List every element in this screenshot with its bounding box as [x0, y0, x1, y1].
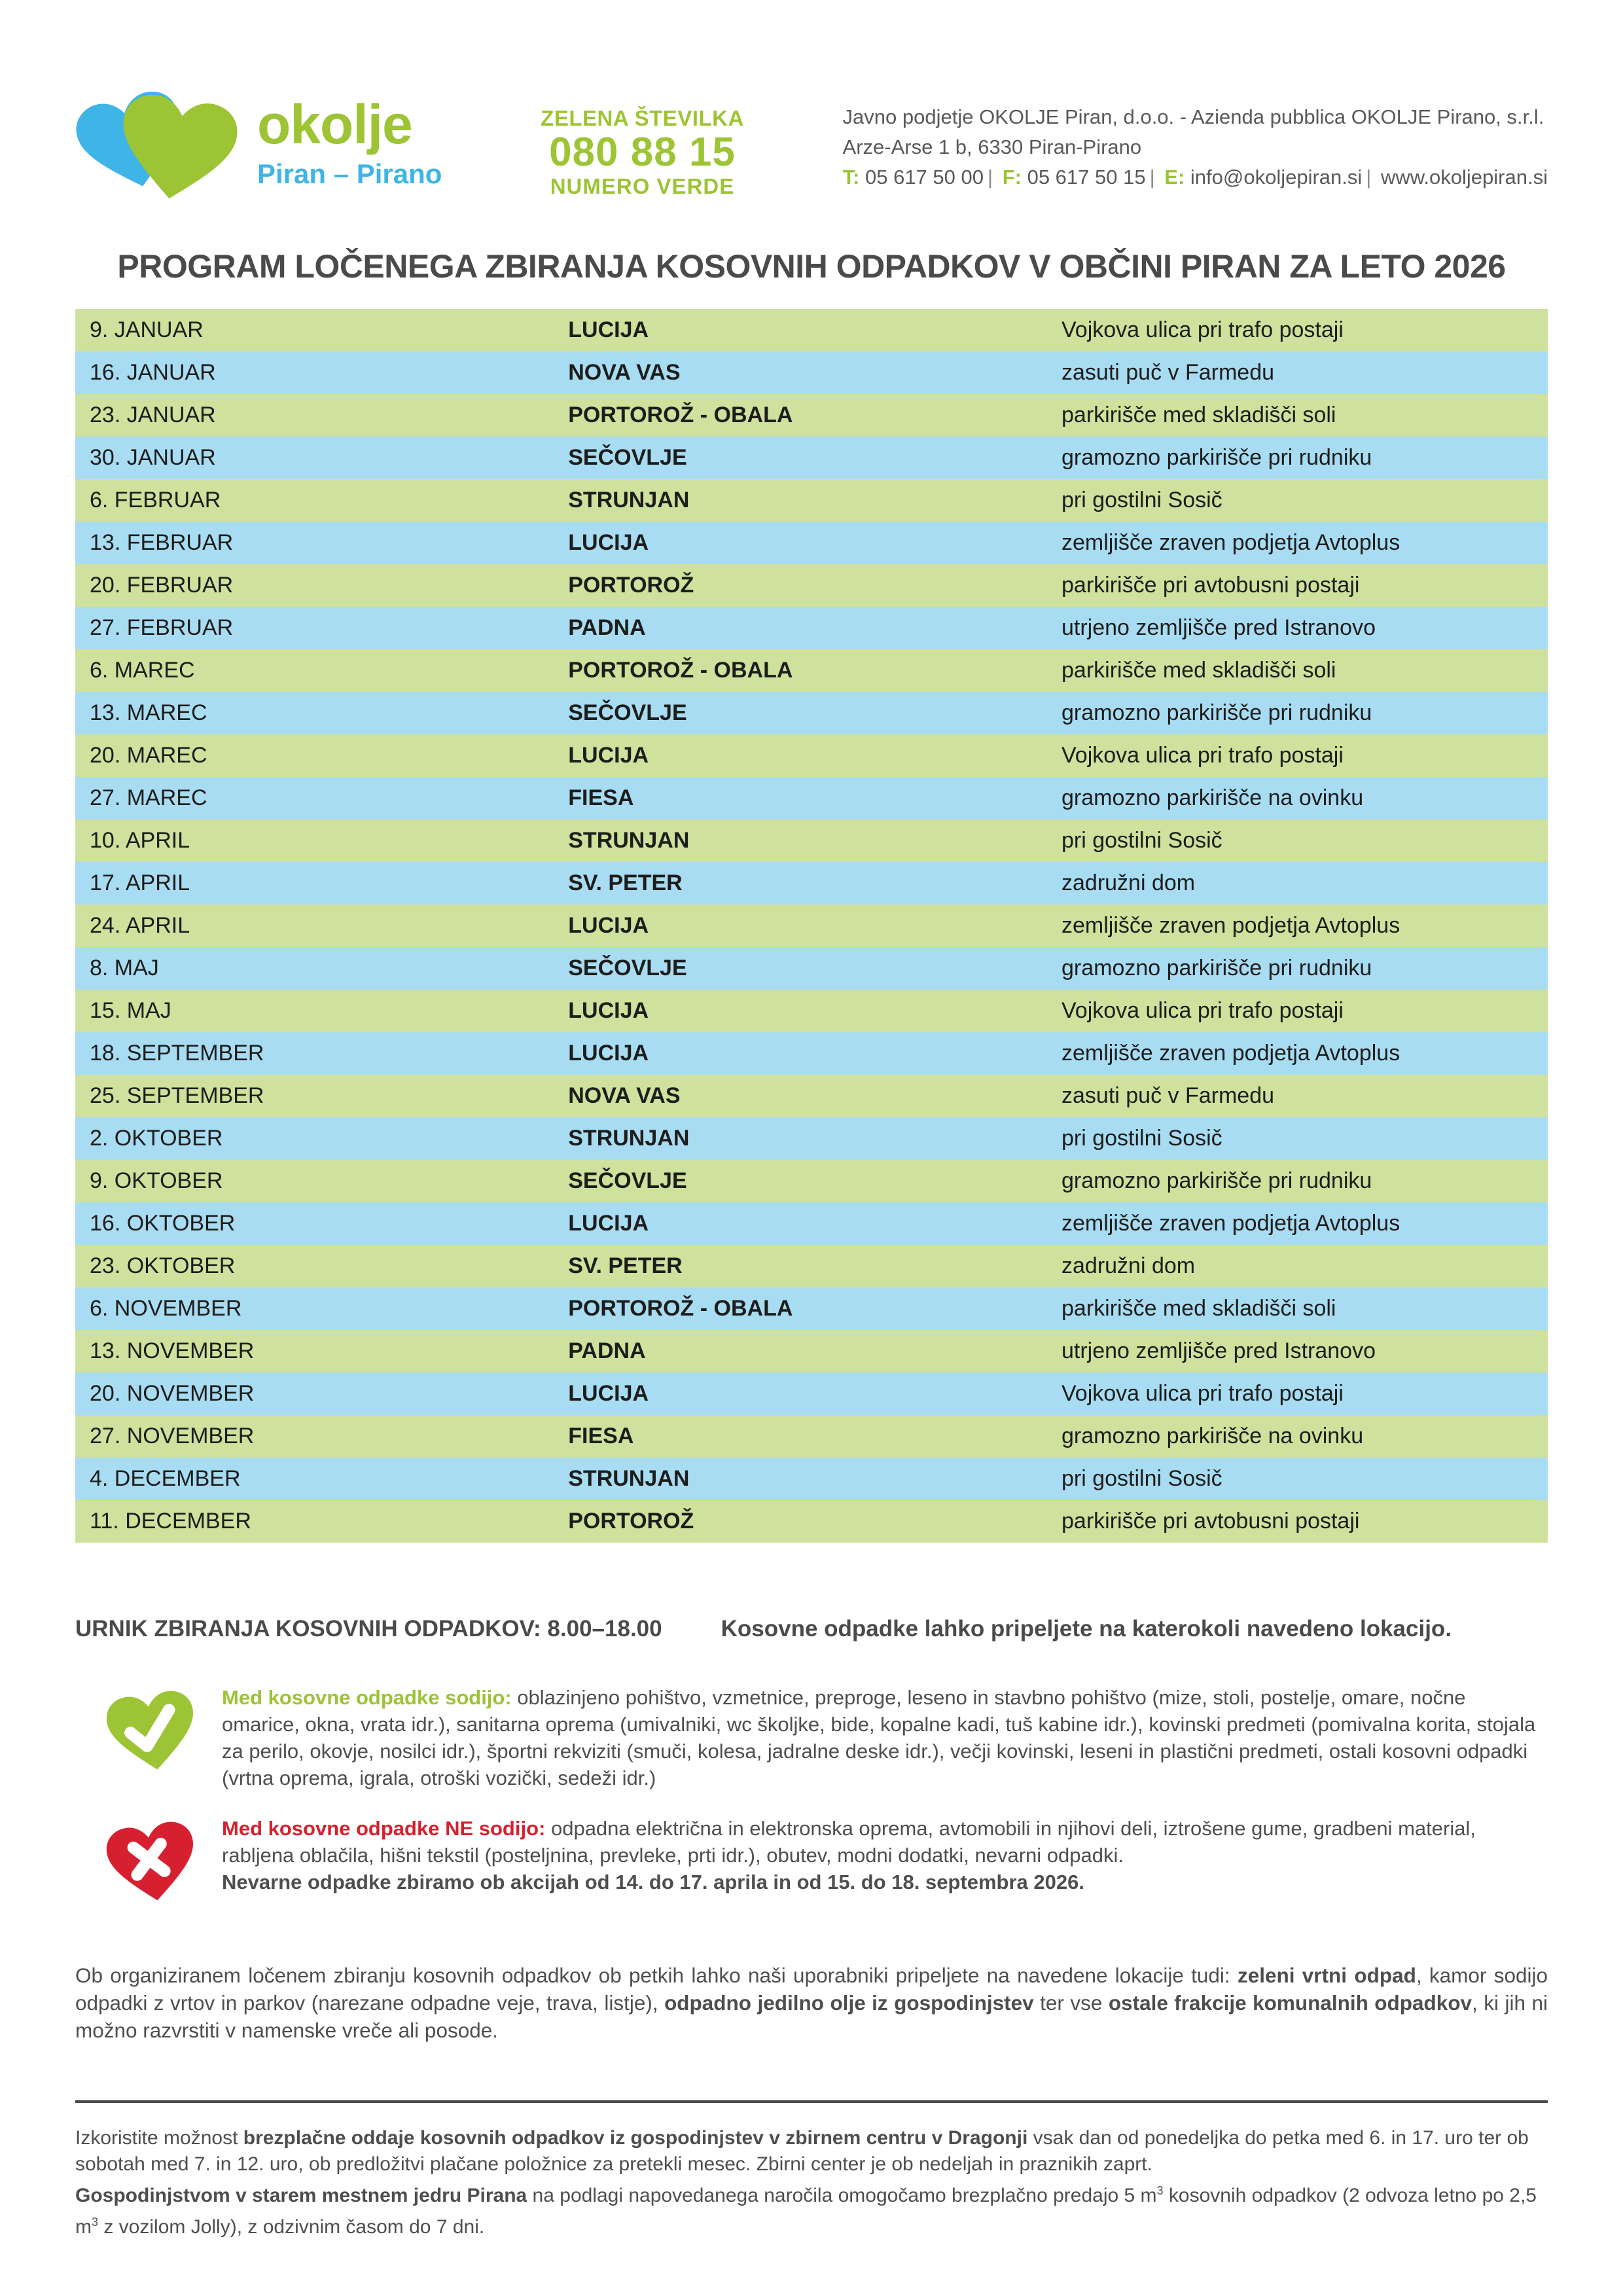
table-row	[75, 522, 1548, 564]
table-row	[75, 862, 1548, 905]
included-items-text	[222, 1683, 1548, 1791]
green-waste-paragraph	[75, 1962, 1548, 2044]
schedule-table	[75, 309, 1548, 1543]
cell-loc: parkirišče pri avtobusni postaji	[1061, 1509, 1360, 1534]
text-segment: brezplačne oddaje kosovnih odpadkov iz gospodinjstev v zbirnem centru v Dragonji	[243, 2127, 1028, 2149]
cell-place: FIESA	[568, 785, 634, 810]
cell-place: SV. PETER	[568, 870, 683, 895]
table-row	[75, 1458, 1548, 1500]
cell-place: LUCIJA	[568, 1211, 649, 1236]
cell-place: LUCIJA	[568, 998, 649, 1023]
logo-text	[257, 93, 442, 190]
website-url: www.okoljepiran.si	[1380, 166, 1548, 188]
cell-loc: zadružni dom	[1061, 870, 1196, 895]
brand-subtitle: Piran – Pirano	[257, 158, 442, 189]
cell-date: 9. JANUAR	[90, 317, 204, 342]
cell-loc: zemljišče zraven podjetja Avtoplus	[1061, 1041, 1400, 1066]
company-name: Javno podjetje OKOLJE Piran, d.o.o. - Azienda pubblica OKOLJE Pirano, s.r.l.	[842, 105, 1544, 128]
text-segment: Gospodinjstvom v starem mestnem jedru Pirana	[75, 2185, 527, 2206]
schedule-hours-label: URNIK ZBIRANJA KOSOVNIH ODPADKOV: 8.00–18.00	[75, 1616, 662, 1641]
cell-loc: gramozno parkirišče na ovinku	[1061, 785, 1364, 810]
table-row	[75, 649, 1548, 692]
table-row	[75, 1372, 1548, 1415]
table-row	[75, 905, 1548, 947]
double-heart-logo-icon	[75, 69, 239, 217]
cell-place: LUCIJA	[568, 317, 649, 342]
cell-date: 6. NOVEMBER	[90, 1296, 242, 1321]
cell-loc: gramozno parkirišče pri rudniku	[1061, 1168, 1372, 1193]
cell-loc: gramozno parkirišče na ovinku	[1061, 1424, 1364, 1448]
cell-loc: Vojkova ulica pri trafo postaji	[1061, 998, 1344, 1023]
cell-place: PADNA	[568, 615, 646, 640]
cell-loc: parkirišče med skladišči soli	[1061, 403, 1336, 427]
cell-date: 2. OKTOBER	[90, 1126, 223, 1151]
cell-place: STRUNJAN	[568, 828, 690, 853]
table-row	[75, 479, 1548, 522]
fax-number: 05 617 50 15	[1027, 166, 1146, 188]
table-row	[75, 1287, 1548, 1330]
table-row	[75, 1117, 1548, 1160]
green-number: 080 88 15	[549, 130, 736, 175]
cell-date: 13. MAREC	[90, 700, 207, 725]
email-address: info@okoljepiran.si	[1190, 166, 1363, 188]
cell-loc: pri gostilni Sosič	[1061, 1466, 1222, 1491]
cell-date: 17. APRIL	[90, 870, 190, 895]
company-info	[843, 102, 1548, 192]
cell-place: STRUNJAN	[568, 488, 690, 512]
hazardous-waste-note: Nevarne odpadke zbiramo ob akcijah od 14. do 17. aprila in od 15. do 18. septembra 2026.	[222, 1871, 1084, 1893]
schedule-hours-line	[75, 1616, 1548, 1642]
table-row	[75, 1330, 1548, 1372]
header	[75, 65, 1548, 229]
company-contacts: T: 05 617 50 00 | F: 05 617 50 15 | E: info@okoljepiran.si | www.okoljepiran.si	[842, 166, 1548, 188]
cell-date: 11. DECEMBER	[90, 1509, 251, 1534]
table-row	[75, 351, 1548, 394]
cell-place: STRUNJAN	[568, 1466, 690, 1491]
schedule-hours-note: Kosovne odpadke lahko pripeljete na katerokoli navedeno lokacijo.	[721, 1616, 1452, 1641]
cell-date: 8. MAJ	[90, 956, 159, 980]
cell-place: PORTOROŽ	[568, 1509, 694, 1534]
cell-date: 20. FEBRUAR	[90, 573, 234, 598]
cell-loc: pri gostilni Sosič	[1061, 828, 1222, 853]
cell-date: 15. MAJ	[90, 998, 171, 1023]
cell-loc: pri gostilni Sosič	[1061, 488, 1222, 512]
cell-place: SV. PETER	[568, 1253, 683, 1278]
cell-place: LUCIJA	[568, 743, 649, 768]
cell-date: 27. FEBRUAR	[90, 615, 234, 640]
cell-date: 27. NOVEMBER	[90, 1424, 255, 1448]
cell-loc: zemljišče zraven podjetja Avtoplus	[1061, 530, 1400, 555]
email-label: E:	[1164, 166, 1185, 188]
cell-date: 30. JANUAR	[90, 445, 216, 470]
cell-loc: zemljišče zraven podjetja Avtoplus	[1061, 913, 1400, 938]
cell-place: SEČOVLJE	[568, 700, 687, 725]
table-row	[75, 1032, 1548, 1075]
text-segment: Izkoristite možnost	[75, 2127, 243, 2149]
table-row	[75, 734, 1548, 777]
table-row	[75, 607, 1548, 649]
phone-number: 05 617 50 00	[865, 166, 984, 188]
green-number-block	[541, 106, 744, 199]
cell-loc: Vojkova ulica pri trafo postaji	[1061, 1381, 1344, 1406]
cell-loc: parkirišče pri avtobusni postaji	[1061, 573, 1360, 598]
table-row	[75, 990, 1548, 1032]
text-segment: 3	[92, 2215, 99, 2229]
table-row	[75, 1415, 1548, 1458]
table-row	[75, 1160, 1548, 1202]
text-segment: vsak dan od ponedeljka do petka med 6. in 17. uro ter ob sobotah med 7. in 12. uro, ob predložitvi plačane položnice za pretekli mesec. Zbirni center je ob nedeljah in praznikih zaprt.	[75, 2127, 1529, 2175]
table-row	[75, 309, 1548, 351]
cell-date: 10. APRIL	[90, 828, 190, 853]
excluded-body: odpadna električna in elektronska oprema, avtomobili in njihovi deli, iztrošene gume, gradbeni material, rabljena oblačila, hišni tekstil (posteljnina, prevleke, prti idr.), obutev, modni dodatki, nevarni odpadki.	[222, 1817, 1476, 1867]
cell-place: LUCIJA	[568, 1041, 649, 1066]
cell-date: 20. MAREC	[90, 743, 207, 768]
cell-place: PORTOROŽ - OBALA	[568, 658, 793, 683]
cell-place: LUCIJA	[568, 1381, 649, 1406]
cell-date: 18. SEPTEMBER	[90, 1041, 264, 1066]
included-body: oblazinjeno pohištvo, vzmetnice, preproge, leseno in stavbno pohištvo (mize, stoli, postelje, omare, nočne omarice, okna, vrata idr.), sanitarna oprema (umivalniki, wc školjke, bide, kopalne kadi, tuš kabine idr.), kovinski predmeti (pomivalna korita, stojala za perilo, okovje, nosilci idr.), športni rekviziti (smuči, kolesa, jadralne deske idr.), večji kovinski, leseni in plastični predmeti, ostali kosovni odpadki (vrtna oprema, igrala, otroški vozički, sedeži idr.)	[222, 1686, 1536, 1789]
text-segment: , ki jih ni možno razvrstiti v namenske vreče ali posode.	[75, 1991, 1548, 2042]
cell-place: SEČOVLJE	[568, 956, 687, 980]
cell-date: 13. FEBRUAR	[90, 530, 234, 555]
cell-date: 27. MAREC	[90, 785, 207, 810]
cell-place: PORTOROŽ - OBALA	[568, 1296, 793, 1321]
cell-loc: parkirišče med skladišči soli	[1061, 1296, 1336, 1321]
cell-loc: zasuti puč v Farmedu	[1061, 360, 1275, 385]
green-number-label-sl: ZELENA ŠTEVILKA	[541, 106, 744, 130]
text-segment: 3	[1156, 2184, 1164, 2197]
cell-place: STRUNJAN	[568, 1126, 690, 1151]
text-segment: Ob organiziranem ločenem zbiranju kosovnih odpadkov ob petkih lahko naši uporabniki pripeljete na navedene lokacije tudi:	[75, 1964, 1238, 1987]
excluded-lead: Med kosovne odpadke NE sodijo:	[222, 1817, 546, 1840]
cell-date: 24. APRIL	[90, 913, 190, 938]
cell-place: PORTOROŽ - OBALA	[568, 403, 793, 427]
table-row	[75, 1075, 1548, 1117]
text-segment: , kamor sodijo odpadki z vrtov in parkov (narezane odpadne veje, trava, listje),	[75, 1964, 1548, 2015]
page-title: PROGRAM LOČENEGA ZBIRANJA KOSOVNIH ODPADKOV V OBČINI PIRAN ZA LETO 2026	[117, 248, 1506, 285]
table-row	[75, 819, 1548, 862]
table-row	[75, 692, 1548, 734]
cell-loc: Vojkova ulica pri trafo postaji	[1061, 743, 1344, 768]
divider-rule	[75, 2100, 1548, 2103]
cell-place: LUCIJA	[568, 530, 649, 555]
cell-date: 23. JANUAR	[90, 403, 216, 427]
cell-date: 9. OKTOBER	[90, 1168, 223, 1193]
cell-place: SEČOVLJE	[568, 1168, 687, 1193]
cell-place: SEČOVLJE	[568, 445, 687, 470]
fax-label: F:	[1002, 166, 1022, 188]
cell-date: 6. MAREC	[90, 658, 195, 683]
included-items-block	[75, 1683, 1548, 1791]
text-segment: ostale frakcije komunalnih odpadkov	[1108, 1991, 1472, 2015]
cell-date: 20. NOVEMBER	[90, 1381, 255, 1406]
text-segment: odpadno jedilno olje iz gospodinjstev	[664, 1991, 1034, 2015]
cell-date: 16. OKTOBER	[90, 1211, 236, 1236]
included-lead: Med kosovne odpadke sodijo:	[222, 1686, 512, 1709]
cell-date: 16. JANUAR	[90, 360, 216, 385]
cell-place: LUCIJA	[568, 913, 649, 938]
text-segment: ter vse	[1033, 1991, 1109, 2015]
table-row	[75, 777, 1548, 819]
table-row	[75, 1245, 1548, 1287]
green-number-label-it: NUMERO VERDE	[550, 174, 735, 198]
cell-loc: zasuti puč v Farmedu	[1061, 1083, 1275, 1108]
cell-loc: zemljišče zraven podjetja Avtoplus	[1061, 1211, 1400, 1236]
cell-loc: gramozno parkirišče pri rudniku	[1061, 445, 1372, 470]
cell-date: 4. DECEMBER	[90, 1466, 241, 1491]
text-segment: zeleni vrtni odpad	[1237, 1964, 1416, 1987]
text-segment: na podlagi napovedanega naročila omogočamo brezplačno predajo 5 m	[527, 2185, 1157, 2206]
phone-label: T:	[842, 166, 860, 188]
heart-check-icon	[98, 1683, 201, 1781]
cell-date: 13. NOVEMBER	[90, 1338, 255, 1363]
cell-loc: gramozno parkirišče pri rudniku	[1061, 700, 1372, 725]
company-address: Arze-Arse 1 b, 6330 Piran-Pirano	[842, 135, 1142, 158]
cell-date: 25. SEPTEMBER	[90, 1083, 264, 1108]
cell-loc: utrjeno zemljišče pred Istranovo	[1061, 1338, 1376, 1363]
brand-name: okolje	[257, 93, 412, 155]
cell-loc: zadružni dom	[1061, 1253, 1196, 1278]
table-row	[75, 394, 1548, 437]
cell-date: 23. OKTOBER	[90, 1253, 236, 1278]
table-row	[75, 947, 1548, 990]
heart-x-icon	[98, 1814, 201, 1912]
table-row	[75, 437, 1548, 479]
logo	[75, 69, 442, 217]
cell-place: NOVA VAS	[568, 1083, 681, 1108]
cell-loc: utrjeno zemljišče pred Istranovo	[1061, 615, 1376, 640]
table-row	[75, 1202, 1548, 1245]
cell-place: FIESA	[568, 1424, 634, 1448]
table-row	[75, 564, 1548, 607]
cell-loc: parkirišče med skladišči soli	[1061, 658, 1336, 683]
cell-loc: gramozno parkirišče pri rudniku	[1061, 956, 1372, 980]
cell-place: NOVA VAS	[568, 360, 681, 385]
text-segment: kosovnih odpadkov (2 odvoza letno po 2,5 m	[75, 2185, 1537, 2238]
cell-loc: Vojkova ulica pri trafo postaji	[1061, 317, 1344, 342]
cell-place: PORTOROŽ	[568, 573, 694, 598]
text-segment: z vozilom Jolly), z odzivnim časom do 7 dni.	[98, 2216, 485, 2238]
excluded-items-text	[222, 1814, 1548, 1912]
excluded-items-block	[75, 1814, 1548, 1912]
cell-loc: pri gostilni Sosič	[1061, 1126, 1222, 1151]
collection-center-paragraph	[75, 2125, 1548, 2240]
table-row	[75, 1500, 1548, 1543]
cell-date: 6. FEBRUAR	[90, 488, 221, 512]
cell-place: PADNA	[568, 1338, 646, 1363]
